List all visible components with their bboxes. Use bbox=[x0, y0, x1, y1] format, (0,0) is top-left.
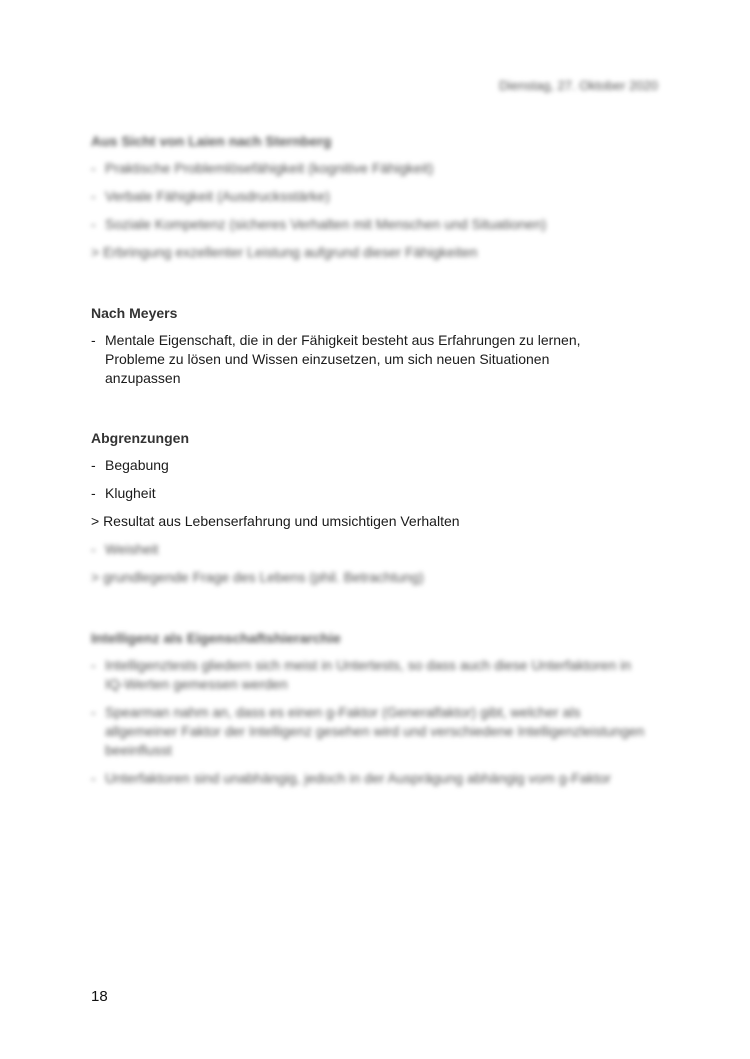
list-item-text: Verbale Fähigkeit (Ausdrucksstärke) bbox=[105, 188, 330, 204]
dash-bullet: - bbox=[91, 188, 96, 204]
conclusion-text: > Erbringung exzellenter Leistung aufgrund dieser Fähigkeiten bbox=[91, 244, 478, 260]
dash-bullet: - bbox=[91, 160, 96, 176]
list-item bbox=[91, 703, 671, 760]
list-item bbox=[91, 484, 671, 503]
note-text: > grundlegende Frage des Lebens (phil. Betrachtung) bbox=[91, 569, 424, 585]
list-item-text: Spearman nahm an, dass es einen g-Faktor (Generalfaktor) gibt, welcher als allgemeiner Faktor der Intelligenz gesehen wird und verschiedene Intelligenzleistungen beeinflusst bbox=[105, 704, 645, 758]
dash-bullet: - bbox=[91, 332, 96, 348]
list-item-text: Intelligenztests gliedern sich meist in Untertests, so dass auch diese Unterfaktoren in IQ-Werten gemessen werden bbox=[105, 657, 632, 692]
list-item-text: Mentale Eigenschaft, die in der Fähigkeit besteht aus Erfahrungen zu lernen, Probleme zu lösen und Wissen einzusetzen, um sich neuen Situationen anzupassen bbox=[105, 332, 581, 386]
section-heading: Aus Sicht von Laien nach Sternberg bbox=[91, 133, 332, 149]
list-item-text: Unterfaktoren sind unabhängig, jedoch in der Ausprägung abhängig vom g-Faktor bbox=[105, 770, 611, 786]
list-item bbox=[91, 769, 671, 788]
list-item bbox=[91, 187, 671, 206]
section-heading: Abgrenzungen bbox=[91, 430, 189, 446]
section-abgrenzungen bbox=[91, 430, 671, 596]
list-item-text: Praktische Problemlösefähigkeit (kognitive Fähigkeit) bbox=[105, 160, 434, 176]
list-item bbox=[91, 656, 671, 694]
page-number: 18 bbox=[91, 988, 108, 1005]
section-eigenschaftshierarchie bbox=[91, 630, 671, 797]
section-heading: Intelligenz als Eigenschaftshierarchie bbox=[91, 630, 341, 646]
section-laien-sternberg bbox=[91, 133, 671, 271]
dash-bullet: - bbox=[91, 704, 96, 720]
dash-bullet: - bbox=[91, 541, 96, 557]
note-text: > Resultat aus Lebenserfahrung und umsichtigen Verhalten bbox=[91, 513, 460, 529]
list-item bbox=[91, 540, 671, 559]
dash-bullet: - bbox=[91, 657, 96, 673]
date-header: Dienstag, 27. Oktober 2020 bbox=[499, 78, 658, 93]
list-item-text: Klugheit bbox=[105, 485, 156, 501]
section-meyers bbox=[91, 305, 671, 397]
list-item bbox=[91, 456, 671, 475]
list-item bbox=[91, 215, 671, 234]
dash-bullet: - bbox=[91, 485, 96, 501]
list-item-text: Begabung bbox=[105, 457, 169, 473]
dash-bullet: - bbox=[91, 770, 96, 786]
list-item bbox=[91, 331, 671, 388]
list-item-text: Soziale Kompetenz (sicheres Verhalten mit Menschen und Situationen) bbox=[105, 216, 547, 232]
dash-bullet: - bbox=[91, 216, 96, 232]
dash-bullet: - bbox=[91, 457, 96, 473]
list-item-text: Weisheit bbox=[105, 541, 159, 557]
section-heading: Nach Meyers bbox=[91, 305, 178, 321]
list-item bbox=[91, 159, 671, 178]
